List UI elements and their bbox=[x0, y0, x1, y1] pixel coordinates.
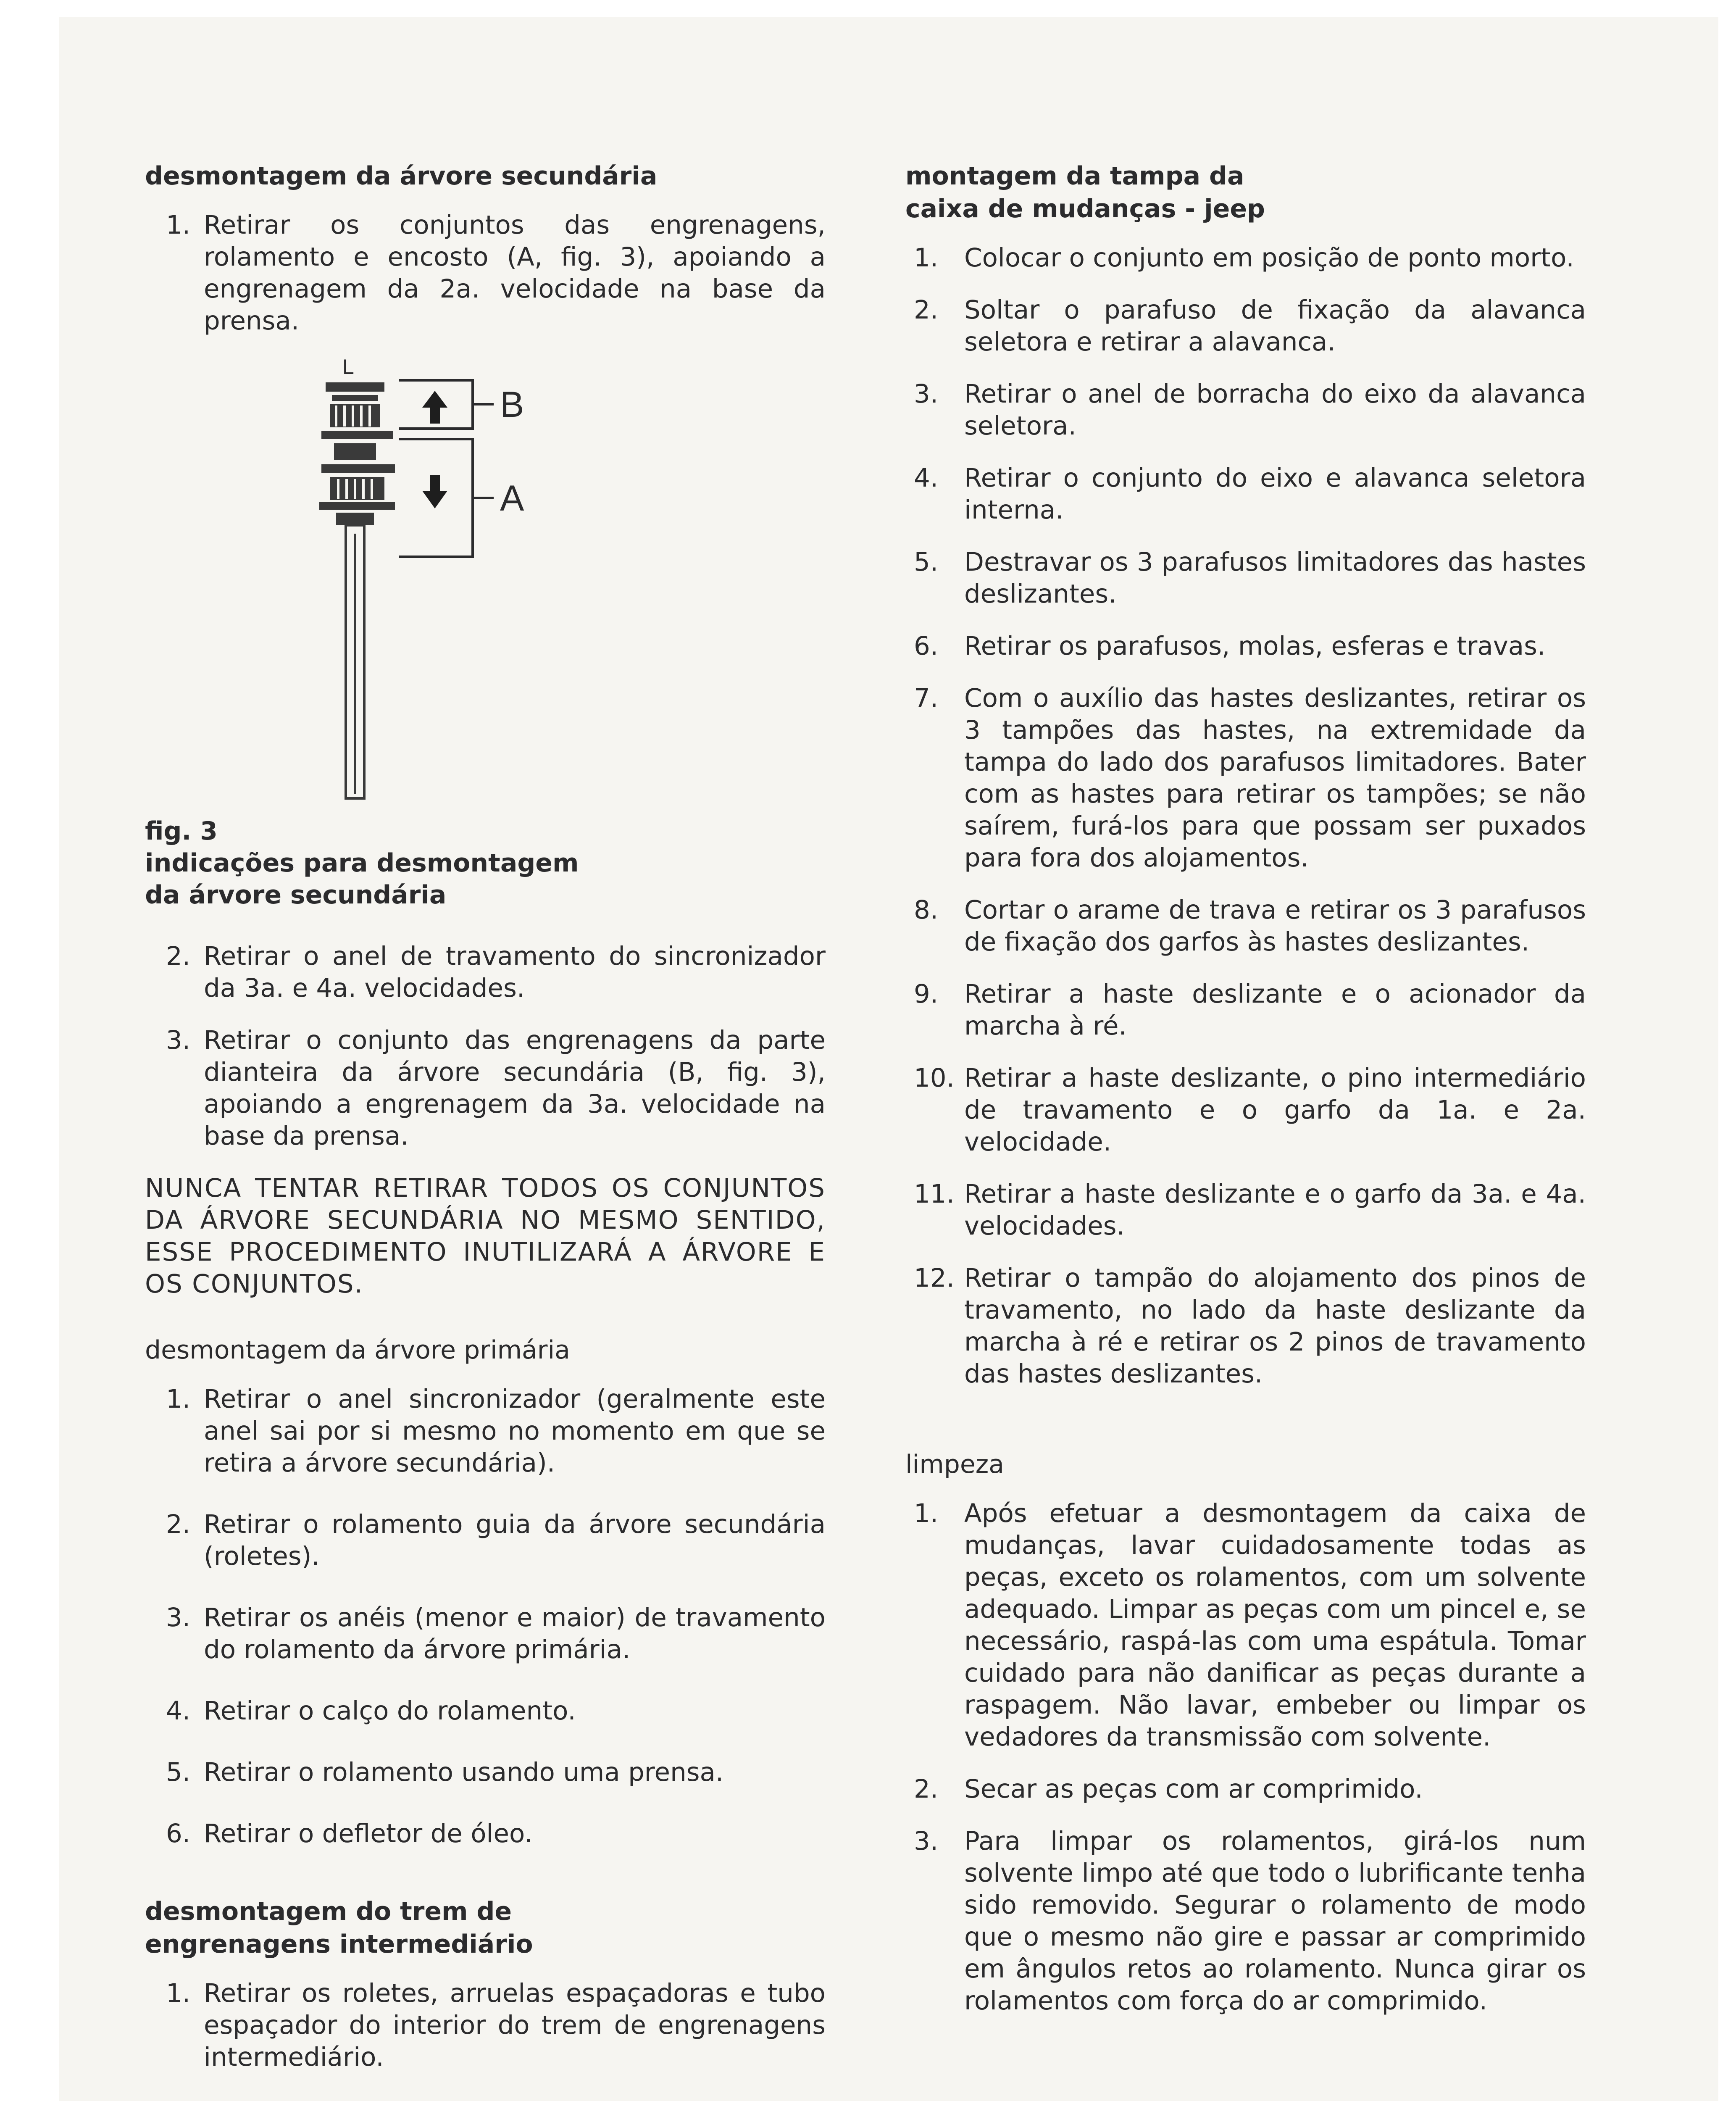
arrow-up-icon bbox=[422, 391, 447, 424]
intermediate-gear-steps bbox=[145, 1977, 826, 2073]
list-item: 3. Retirar o anel de borracha do eixo da alavanca seletora. bbox=[914, 379, 1586, 441]
secondary-shaft-steps-a bbox=[145, 209, 826, 337]
list-item: 1. Colocar o conjunto em posição de ponto morto. bbox=[914, 243, 1574, 273]
section-heading-primary-shaft: desmontagem da árvore primária bbox=[145, 1335, 570, 1365]
section-heading-gearbox-cover: montagem da tampa da caixa de mudanças - jeep bbox=[905, 161, 1265, 224]
list-item: 9. Retirar a haste deslizante e o acionador da marcha à ré. bbox=[914, 979, 1586, 1041]
figure-label-a: A bbox=[500, 478, 524, 519]
list-item: 3. Retirar os anéis (menor e maior) de travamento do rolamento da árvore primária. bbox=[166, 1603, 826, 1664]
list-item: 8. Cortar o arame de trava e retirar os 3 parafusos de fixação dos garfos às hastes deslizantes. bbox=[914, 895, 1586, 957]
section-heading-cleaning: limpeza bbox=[905, 1450, 1005, 1479]
list-item: 2. Secar as peças com ar comprimido. bbox=[914, 1774, 1423, 1804]
figure-label-b: B bbox=[500, 384, 524, 425]
list-item: 12. Retirar o tampão do alojamento dos pinos de travamento, no lado da haste deslizante da marcha à ré e retirar os 2 pinos de travamento das hastes deslizantes. bbox=[914, 1263, 1586, 1389]
secondary-shaft-steps-b bbox=[145, 940, 826, 1152]
list-item: 2. Soltar o parafuso de fixação da alavanca seletora e retirar a alavanca. bbox=[914, 295, 1586, 357]
section-heading-intermediate-gear: desmontagem do trem de engrenagens intermediário bbox=[145, 1897, 533, 1959]
gear-stack bbox=[319, 382, 395, 525]
list-item: 5. Retirar o rolamento usando uma prensa. bbox=[166, 1757, 724, 1787]
figure-3 bbox=[145, 357, 826, 815]
left-column bbox=[145, 160, 826, 2093]
figure-caption: fig. 3 indicações para desmontagem da árvore secundária bbox=[145, 816, 579, 910]
right-column bbox=[905, 160, 1586, 2037]
gearbox-cover-steps bbox=[905, 242, 1586, 1390]
primary-shaft-steps bbox=[145, 1383, 826, 1850]
list-item: 6. Retirar os parafusos, molas, esferas e travas. bbox=[914, 631, 1546, 661]
list-item: 4. Retirar o conjunto do eixo e alavanca seletora interna. bbox=[914, 463, 1586, 525]
list-item: 7. Com o auxílio das hastes deslizantes, retirar os 3 tampões das hastes, na extremidade da tampa do lado dos parafusos limitadores. Bater com as hastes para retirar os tampões; se não saírem, furá-los para que possam ser puxados para fora dos alojamentos. bbox=[914, 683, 1586, 873]
list-item: 11. Retirar a haste deslizante e o garfo da 3a. e 4a. velocidades. bbox=[914, 1179, 1586, 1241]
arrow-down-icon bbox=[422, 475, 447, 508]
list-item: 1. Retirar os roletes, arruelas espaçadoras e tubo espaçador do interior do trem de engrenagens intermediário. bbox=[166, 1978, 826, 2072]
cleaning-steps bbox=[905, 1498, 1586, 2017]
list-item: 4. Retirar o calço do rolamento. bbox=[166, 1696, 576, 1726]
list-item: 3. Retirar o conjunto das engrenagens da parte dianteira da árvore secundária (B, fig. 3), apoiando a engrenagem da 3a. velocidade na base da prensa. bbox=[166, 1025, 826, 1151]
list-item: 1. Retirar os conjuntos das engrenagens, rolamento e encosto (A, fig. 3), apoiando a engrenagem da 2a. velocidade na base da prensa. bbox=[166, 210, 826, 336]
list-item: 1. Após efetuar a desmontagem da caixa de mudanças, lavar cuidadosamente todas as peças, exceto os rolamentos, com um solvente adequado. Limpar as peças com um pincel e, se necessário, raspá-las com uma espátula. Tomar cuidado para não danificar as peças durante a raspagem. Não lavar, embeber ou limpar os vedadores da transmissão com solvente. bbox=[914, 1498, 1586, 1752]
list-item: 5. Destravar os 3 parafusos limitadores das hastes deslizantes. bbox=[914, 547, 1586, 609]
list-item: 10. Retirar a haste deslizante, o pino intermediário de travamento e o garfo da 1a. e 2a. velocidade. bbox=[914, 1063, 1586, 1157]
list-item: 1. Retirar o anel sincronizador (geralmente este anel sai por si mesmo no momento em que se retira a árvore secundária). bbox=[166, 1384, 826, 1478]
warning-text: NUNCA TENTAR RETIRAR TODOS OS CONJUNTOS DA ÁRVORE SECUNDÁRIA NO MESMO SENTIDO, ESSE PROCEDIMENTO INUTILIZARÁ A ÁRVORE E OS CONJUNTOS. bbox=[145, 1173, 826, 1299]
list-item: 3. Para limpar os rolamentos, girá-los num solvente limpo até que todo o lubrificante tenha sido removido. Segurar o rolamento de modo que o mesmo não gire e passar ar comprimido em ângulos retos ao rolamento. Nunca girar os rolamentos com força do ar comprimido. bbox=[914, 1826, 1586, 2016]
list-item: 2. Retirar o anel de travamento do sincronizador da 3a. e 4a. velocidades. bbox=[166, 941, 826, 1003]
figure-label-l: L bbox=[342, 357, 354, 379]
secondary-shaft-diagram bbox=[145, 357, 826, 815]
list-item: 2. Retirar o rolamento guia da árvore secundária (roletes). bbox=[166, 1509, 826, 1571]
list-item: 6. Retirar o defletor de óleo. bbox=[166, 1819, 533, 1848]
section-heading-secondary-shaft: desmontagem da árvore secundária bbox=[145, 161, 658, 191]
